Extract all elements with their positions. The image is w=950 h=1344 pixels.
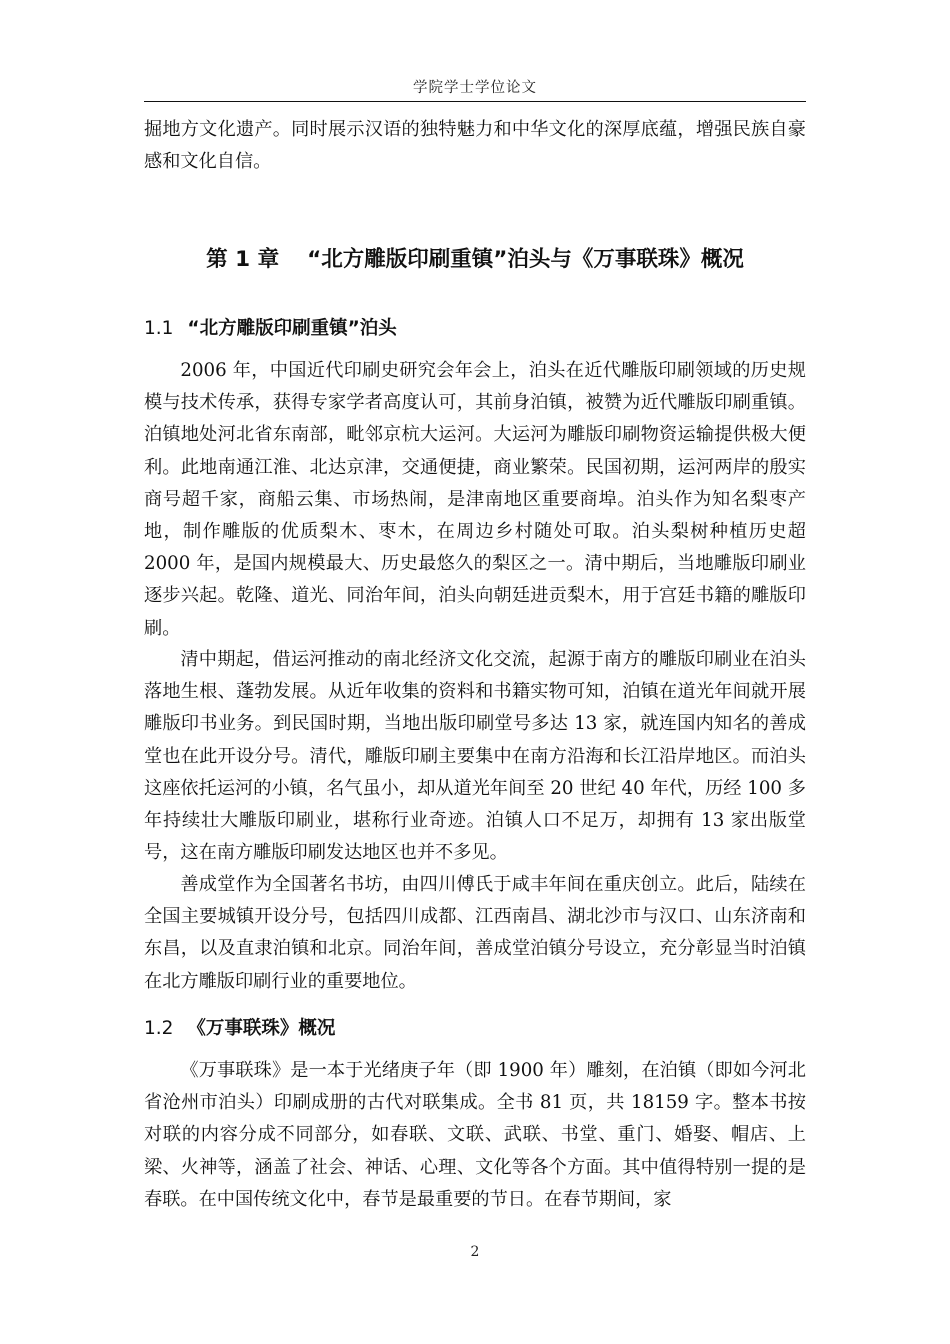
section-number: 1.1 (144, 318, 174, 339)
chapter-heading (144, 244, 806, 276)
section-number: 1.2 (144, 1018, 174, 1039)
section-title: “北方雕版印刷重镇”泊头 (187, 318, 397, 339)
page-number: 2 (470, 1244, 480, 1260)
paragraph-1-1-c: 善成堂作为全国著名书坊，由四川傅氏于咸丰年间在重庆创立。此后，陆续在全国主要城镇开设分号，包括四川成都、江西南昌、湖北沙市与汉口、山东济南和东昌，以及直隶泊镇和北京。同治年间，善成堂泊镇分号设立，充分彰显当时泊镇在北方雕版印刷行业的重要地位。 (144, 874, 806, 992)
paragraph-1-1-a: 2006 年，中国近代印刷史研究会年会上，泊头在近代雕版印刷领域的历史规模与技术传承，获得专家学者高度认可，其前身泊镇，被赞为近代雕版印刷重镇。泊镇地处河北省东南部，毗邻京杭大运河。大运河为雕版印刷物资运输提供极大便利。此地南通江淮、北达京津，交通便捷，商业繁荣。民国初期，运河两岸的殷实商号超千家，商船云集、市场热闹，是津南地区重要商埠。泊头作为知名梨枣产地，制作雕版的优质梨木、枣木，在周边乡村随处可取。泊头梨树种植历史超 2000 年，是国内规模最大、历史最悠久的梨区之一。清中期后，当地雕版印刷业逐步兴起。乾隆、道光、同治年间，泊头向朝廷进贡梨木，用于宫廷书籍的雕版印刷。 (144, 360, 806, 639)
section-heading-1-1 (144, 314, 806, 344)
section-title: 《万事联珠》概况 (187, 1018, 336, 1039)
section-heading-1-2 (144, 1014, 806, 1044)
chapter-number: 第 1 章 (206, 247, 280, 272)
continued-paragraph: 掘地方文化遗产。同时展示汉语的独特魅力和中华文化的深厚底蕴，增强民族自豪感和文化自信。 (144, 119, 806, 173)
header-divider (144, 101, 806, 102)
chapter-title: “北方雕版印刷重镇”泊头与《万事联珠》概况 (307, 247, 744, 272)
running-header: 学院学士学位论文 (413, 80, 537, 96)
paragraph-1-2-a: 《万事联珠》是一本于光绪庚子年（即 1900 年）雕刻，在泊镇（即如今河北省沧州市泊头）印刷成册的古代对联集成。全书 81 页，共 18159 字。整本书按对联的内容分成不同部分，如春联、文联、武联、书堂、重门、婚娶、帽店、上梁、火神等，涵盖了社会、神话、心理、文化等各个方面。其中值得特别一提的是春联。在中国传统文化中，春节是最重要的节日。在春节期间，家 (144, 1060, 806, 1210)
paragraph-1-1-b: 清中期起，借运河推动的南北经济文化交流，起源于南方的雕版印刷业在泊头落地生根、蓬勃发展。从近年收集的资料和书籍实物可知，泊镇在道光年间就开展雕版印书业务。到民国时期，当地出版印刷堂号多达 13 家，就连国内知名的善成堂也在此开设分号。清代，雕版印刷主要集中在南方沿海和长江沿岸地区。而泊头这座依托运河的小镇，名气虽小，却从道光年间至 20 世纪 40 年代，历经 100 多年持续壮大雕版印刷业，堪称行业奇迹。泊镇人口不足万，却拥有 13 家出版堂号，这在南方雕版印刷发达地区也并不多见。 (144, 649, 806, 864)
